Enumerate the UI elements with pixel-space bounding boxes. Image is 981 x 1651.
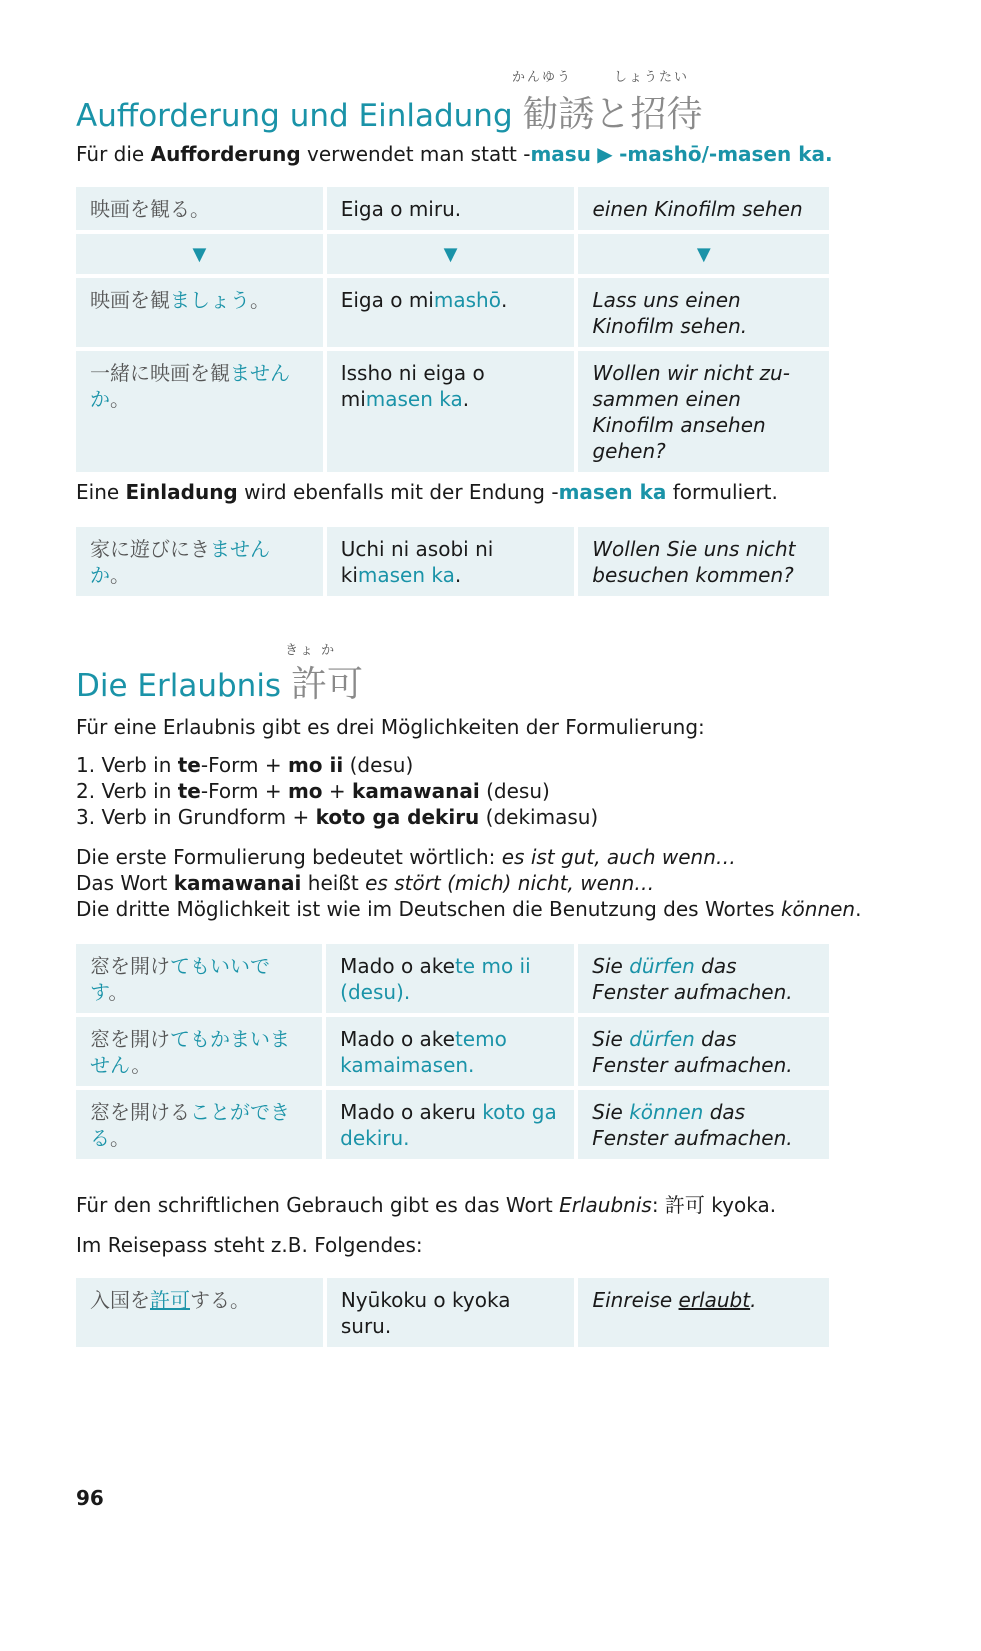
heading-text: Die Erlaubnis [76,668,282,704]
table-permission [72,940,833,1163]
down-arrow-icon: ▼ [327,234,575,274]
cell-romaji: Mado o akete mo ii (desu). [326,944,574,1013]
cell-german: Einreise erlaubt. [578,1278,829,1347]
cell-japanese: 家に遊びにきませんか。 [76,527,323,596]
invitation-note: Eine Einladung wird ebenfalls mit der Endung -masen ka formuliert. [76,480,778,504]
list-item: 1. Verb in te-Form + mo ii (desu) [76,753,414,777]
cell-german: Lass uns einen Kinofilm sehen. [578,278,829,347]
table-row [76,944,829,1013]
down-arrow-icon: ▼ [578,234,829,274]
list-item: 2. Verb in te-Form + mo + kamawanai (desu) [76,779,550,803]
cell-romaji: Eiga o miru. [327,187,575,230]
passport-note: Im Reisepass steht z.B. Folgendes: [76,1233,423,1257]
down-arrow-icon: ▼ [76,234,323,274]
cell-romaji: Nyūkoku o kyoka suru. [327,1278,575,1347]
cell-german: Wollen wir nicht zusammen einen Kinofilm ansehen gehen? [578,351,829,472]
cell-german: Sie dürfen das Fenster aufmachen. [578,944,829,1013]
cell-japanese: 一緒に映画を観ませんか。 [76,351,323,472]
table-row [76,1278,829,1347]
intro-permission: Für eine Erlaubnis gibt es drei Möglichkeiten der Formulierung: [76,715,705,739]
cell-romaji: Mado o akeru koto ga dekiru. [326,1090,574,1159]
heading-ruby-kyoka: きょ か [285,643,337,658]
section-heading-permission [76,656,363,707]
cell-german: Sie können das Fenster aufmachen. [578,1090,829,1159]
table-row [76,1090,829,1159]
intro-invitation: Für die Aufforderung verwendet man statt -masu ▶ -mashō/-masen ka. [76,142,833,166]
cell-romaji: Mado o aketemo kamaimasen. [326,1017,574,1086]
cell-japanese: 映画を観ましょう。 [76,278,323,347]
heading-text: Aufforderung und Einladung [76,98,513,134]
cell-japanese: 窓を開けてもいいです。 [76,944,322,1013]
table-row [76,278,829,347]
explanation-line: Das Wort kamawanai heißt es stört (mich) nicht, wenn… [76,871,655,895]
heading-japanese: 勧誘と招待 [522,94,703,135]
table-row [76,1017,829,1086]
list-item: 3. Verb in Grundform + koto ga dekiru (dekimasu) [76,805,599,829]
table-row [76,351,829,472]
page-number: 96 [76,1486,104,1510]
cell-japanese: 窓を開けることができる。 [76,1090,322,1159]
cell-romaji: Eiga o mimashō. [327,278,575,347]
cell-german: Wollen Sie uns nicht besuchen kommen? [578,527,829,596]
section-heading-invitation [76,86,703,137]
table-row-arrows [76,234,829,274]
table-passport [72,1274,833,1351]
cell-romaji: Issho ni eiga o mimasen ka. [327,351,575,472]
heading-japanese: 許可 [290,664,363,705]
explanation-line: Die dritte Möglichkeit ist wie im Deutschen die Benutzung des Wortes können. [76,897,862,921]
written-usage-note: Für den schriftlichen Gebrauch gibt es das Wort Erlaubnis: 許可 kyoka. [76,1193,777,1217]
cell-romaji: Uchi ni asobi ni kimasen ka. [327,527,575,596]
cell-german: Sie dürfen das Fenster aufmachen. [578,1017,829,1086]
heading-ruby-kanyuu: かんゆう [512,70,573,85]
table-row [76,527,829,596]
cell-japanese: 映画を観る。 [76,187,323,230]
explanation-line: Die erste Formulierung bedeutet wörtlich: es ist gut, auch wenn… [76,845,736,869]
table-invitation-example [72,523,833,600]
heading-ruby-shoutai: しょうたい [614,70,690,85]
table-invitation [72,183,833,476]
cell-german: einen Kinofilm sehen [578,187,829,230]
cell-japanese: 入国を許可する。 [76,1278,323,1347]
table-row [76,187,829,230]
cell-japanese: 窓を開けてもかまいません。 [76,1017,322,1086]
